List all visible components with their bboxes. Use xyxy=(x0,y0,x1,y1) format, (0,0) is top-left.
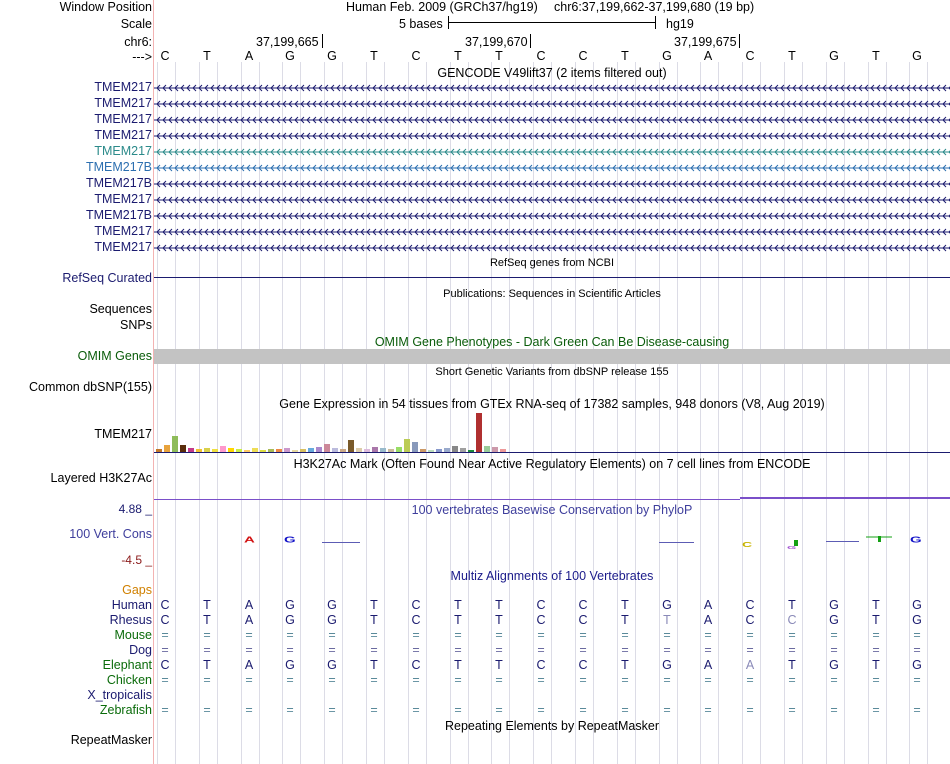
alignment-base: T xyxy=(495,658,503,672)
phylop-max-label: 4.88 _ xyxy=(118,502,152,516)
phylop-track-label[interactable]: 100 Vert. Cons xyxy=(69,527,152,541)
omim-track-label[interactable]: OMIM Genes xyxy=(77,349,152,363)
alignment-base: = xyxy=(370,628,378,642)
gencode-item-label[interactable]: TMEM217 xyxy=(94,112,152,126)
gencode-item-label[interactable]: TMEM217 xyxy=(94,224,152,238)
gencode-item-label[interactable]: TMEM217B xyxy=(86,176,152,190)
species-label[interactable]: Zebrafish xyxy=(99,703,152,717)
alignment-base: = xyxy=(412,673,420,687)
h3k27ac-track-label[interactable]: Layered H3K27Ac xyxy=(50,471,152,485)
alignment-base: = xyxy=(830,628,838,642)
ruler-tick-label: 37,199,670 xyxy=(465,35,528,49)
phylop-logo[interactable] xyxy=(154,528,950,558)
alignment-base: C xyxy=(160,658,170,672)
alignment-base: T xyxy=(454,658,462,672)
gencode-gene-line[interactable] xyxy=(154,242,950,254)
alignment-base: = xyxy=(537,703,545,717)
alignment-base: T xyxy=(370,613,378,627)
gencode-gene-line[interactable] xyxy=(154,130,950,142)
alignment-base: T xyxy=(495,598,503,612)
gencode-gene-line[interactable] xyxy=(154,194,950,206)
alignment-base: = xyxy=(704,643,712,657)
alignment-base: = xyxy=(788,643,796,657)
alignment-base: A xyxy=(703,658,713,672)
reference-base: T xyxy=(621,49,629,63)
gencode-gene-line[interactable] xyxy=(154,162,950,174)
alignment-base: A xyxy=(703,598,713,612)
alignment-base: C xyxy=(536,613,546,627)
alignment-base: = xyxy=(872,643,880,657)
alignment-base: G xyxy=(829,613,839,627)
scale-text: 5 bases xyxy=(399,17,443,31)
gtex-track-label[interactable]: TMEM217 xyxy=(94,427,152,441)
alignment-base: = xyxy=(913,628,921,642)
alignment-base: C xyxy=(160,613,170,627)
alignment-base: C xyxy=(160,598,170,612)
gencode-item-label[interactable]: TMEM217 xyxy=(94,192,152,206)
scale-bar-right-cap xyxy=(655,16,656,29)
alignment-base: = xyxy=(495,643,503,657)
reference-base: G xyxy=(662,49,672,63)
alignment-base: = xyxy=(161,643,169,657)
alignment-base: = xyxy=(788,673,796,687)
repeatmasker-track-label[interactable]: RepeatMasker xyxy=(70,733,152,747)
gencode-track-title: GENCODE V49lift37 (2 items filtered out) xyxy=(437,66,667,80)
alignment-base: T xyxy=(872,598,880,612)
alignment-base: = xyxy=(203,643,211,657)
alignment-base: = xyxy=(454,628,462,642)
alignment-base: G xyxy=(285,598,295,612)
alignment-base: = xyxy=(454,673,462,687)
reference-base: G xyxy=(912,49,922,63)
alignment-base: T xyxy=(872,658,880,672)
multiz-track-title: Multiz Alignments of 100 Vertebrates xyxy=(450,569,654,583)
alignment-base: = xyxy=(579,703,587,717)
alignment-base: = xyxy=(788,703,796,717)
reference-base: T xyxy=(454,49,462,63)
alignment-base: = xyxy=(579,643,587,657)
alignment-base: = xyxy=(161,673,169,687)
alignment-base: = xyxy=(621,703,629,717)
alignment-base: = xyxy=(286,673,294,687)
reference-base: C xyxy=(745,49,755,63)
refseq-track-label[interactable]: RefSeq Curated xyxy=(62,271,152,285)
alignment-base: G xyxy=(327,613,337,627)
alignment-base: = xyxy=(746,643,754,657)
alignment-base: C xyxy=(536,598,546,612)
gencode-gene-line[interactable] xyxy=(154,210,950,222)
reference-base: T xyxy=(495,49,503,63)
gencode-item-label[interactable]: TMEM217 xyxy=(94,240,152,254)
alignment-base: = xyxy=(872,628,880,642)
gtex-expression-bars[interactable] xyxy=(154,411,554,453)
alignment-base: = xyxy=(830,673,838,687)
gaps-label: Gaps xyxy=(122,583,152,597)
alignment-base: = xyxy=(495,628,503,642)
alignment-base: = xyxy=(245,643,253,657)
alignment-base: = xyxy=(537,628,545,642)
alignment-base: C xyxy=(536,658,546,672)
alignment-base: A xyxy=(703,613,713,627)
alignment-base: = xyxy=(412,628,420,642)
alignment-base: A xyxy=(244,658,254,672)
alignment-base: T xyxy=(203,658,211,672)
gtex-tissue-bar[interactable] xyxy=(404,439,410,453)
alignment-base: A xyxy=(244,613,254,627)
alignment-base: = xyxy=(663,673,671,687)
alignment-base: = xyxy=(663,643,671,657)
gtex-tissue-bar[interactable] xyxy=(476,413,482,453)
svg-text:A: A xyxy=(244,534,255,545)
alignment-base: T xyxy=(370,598,378,612)
alignment-base: T xyxy=(872,613,880,627)
chrom-label: chr6: xyxy=(124,35,152,49)
alignment-base: = xyxy=(704,628,712,642)
species-label[interactable]: Human xyxy=(111,598,152,612)
alignment-base: = xyxy=(495,703,503,717)
omim-track-title: OMIM Gene Phenotypes - Dark Green Can Be Disease-causing xyxy=(374,335,730,349)
alignment-base: = xyxy=(370,673,378,687)
omim-gene-bar[interactable] xyxy=(154,349,950,364)
alignment-base: T xyxy=(788,658,796,672)
alignment-base: = xyxy=(370,703,378,717)
reference-base: C xyxy=(160,49,170,63)
gtex-tissue-bar[interactable] xyxy=(172,436,178,453)
gencode-gene-line[interactable] xyxy=(154,146,950,158)
alignment-base: G xyxy=(285,658,295,672)
alignment-base: T xyxy=(788,598,796,612)
scale-bar xyxy=(448,22,656,23)
reference-base: T xyxy=(872,49,880,63)
gencode-gene-line[interactable] xyxy=(154,114,950,126)
alignment-base: = xyxy=(704,673,712,687)
alignment-base: T xyxy=(370,658,378,672)
alignment-base: = xyxy=(495,673,503,687)
alignment-base: = xyxy=(913,673,921,687)
publications-track-title: Publications: Sequences in Scientific Articles xyxy=(443,288,661,300)
assembly-title: Human Feb. 2009 (GRCh37/hg19) xyxy=(346,0,538,14)
alignment-base: T xyxy=(203,613,211,627)
reference-base: T xyxy=(370,49,378,63)
alignment-base: C xyxy=(578,598,588,612)
reference-base: T xyxy=(788,49,796,63)
alignment-base: = xyxy=(746,673,754,687)
alignment-base: = xyxy=(245,673,253,687)
h3k27ac-signal-line-raised[interactable] xyxy=(740,497,950,499)
svg-text:G: G xyxy=(284,534,296,545)
alignment-base: = xyxy=(203,628,211,642)
species-label[interactable]: Mouse xyxy=(114,628,152,642)
alignment-base: G xyxy=(662,598,672,612)
alignment-base: = xyxy=(161,628,169,642)
h3k27ac-signal-line[interactable] xyxy=(154,499,740,500)
alignment-base: = xyxy=(328,673,336,687)
alignment-base: G xyxy=(662,658,672,672)
alignment-base: = xyxy=(537,673,545,687)
alignment-base: = xyxy=(621,643,629,657)
alignment-base: = xyxy=(704,703,712,717)
snps-track-label[interactable]: SNPs xyxy=(120,318,152,332)
phylop-track-title: 100 vertebrates Basewise Conservation by PhyloP xyxy=(411,503,693,517)
alignment-base: G xyxy=(829,658,839,672)
alignment-base: = xyxy=(286,643,294,657)
gencode-item-label[interactable]: TMEM217B xyxy=(86,208,152,222)
assembly-short-label: hg19 xyxy=(666,17,694,31)
svg-text:C: C xyxy=(742,541,753,549)
alignment-base: = xyxy=(245,703,253,717)
strand-arrow-label: ---> xyxy=(132,50,152,64)
alignment-base: = xyxy=(412,643,420,657)
alignment-base: G xyxy=(912,658,922,672)
ruler-tick-label: 37,199,665 xyxy=(256,35,319,49)
alignment-base: = xyxy=(788,628,796,642)
ruler-tick xyxy=(739,34,740,48)
window-position-label: Window Position xyxy=(59,0,152,14)
alignment-base: G xyxy=(829,598,839,612)
alignment-base: G xyxy=(327,658,337,672)
alignment-base: = xyxy=(537,643,545,657)
gencode-gene-line[interactable] xyxy=(154,98,950,110)
alignment-base: T xyxy=(621,598,629,612)
alignment-base: T xyxy=(454,598,462,612)
svg-text:G: G xyxy=(909,534,922,545)
alignment-base: = xyxy=(328,703,336,717)
alignment-base: = xyxy=(830,643,838,657)
reference-base: A xyxy=(703,49,713,63)
ruler-tick xyxy=(322,34,323,48)
alignment-base: T xyxy=(454,613,462,627)
alignment-base: = xyxy=(872,673,880,687)
alignment-base: C xyxy=(745,598,755,612)
ruler-tick-label: 37,199,675 xyxy=(674,35,737,49)
alignment-base: C xyxy=(411,598,421,612)
species-label[interactable]: Dog xyxy=(129,643,152,657)
alignment-base: = xyxy=(245,628,253,642)
alignment-base: A xyxy=(244,598,254,612)
position-text: chr6:37,199,662-37,199,680 (19 bp) xyxy=(554,0,755,14)
alignment-base: = xyxy=(203,703,211,717)
reference-base: G xyxy=(285,49,295,63)
gencode-item-label[interactable]: TMEM217 xyxy=(94,80,152,94)
alignment-base: A xyxy=(745,658,755,672)
species-label[interactable]: X_tropicalis xyxy=(87,688,152,702)
reference-base: T xyxy=(203,49,211,63)
reference-base: C xyxy=(578,49,588,63)
alignment-base: = xyxy=(579,628,587,642)
gencode-item-label[interactable]: TMEM217 xyxy=(94,96,152,110)
gencode-item-label[interactable]: TMEM217 xyxy=(94,144,152,158)
repeatmasker-track-title: Repeating Elements by RepeatMasker xyxy=(444,719,659,733)
scale-label: Scale xyxy=(120,17,152,31)
alignment-base: = xyxy=(370,643,378,657)
reference-base: G xyxy=(327,49,337,63)
alignment-base: = xyxy=(663,628,671,642)
refseq-track-title: RefSeq genes from NCBI xyxy=(489,257,615,269)
alignment-base: = xyxy=(412,703,420,717)
dbsnp-track-label[interactable]: Common dbSNP(155) xyxy=(29,380,152,394)
gencode-item-label[interactable]: TMEM217 xyxy=(94,128,152,142)
alignment-base: T xyxy=(663,613,671,627)
alignment-base: = xyxy=(203,673,211,687)
alignment-base: = xyxy=(746,703,754,717)
gencode-gene-line[interactable] xyxy=(154,82,950,94)
alignment-base: T xyxy=(203,598,211,612)
alignment-base: G xyxy=(285,613,295,627)
alignment-base: C xyxy=(411,613,421,627)
svg-text:G: G xyxy=(787,544,797,550)
alignment-base: C xyxy=(578,658,588,672)
alignment-base: G xyxy=(912,598,922,612)
alignment-base: = xyxy=(286,703,294,717)
gencode-gene-line[interactable] xyxy=(154,226,950,238)
reference-base: G xyxy=(829,49,839,63)
h3k27ac-track-title: H3K27Ac Mark (Often Found Near Active Regulatory Elements) on 7 cell lines from ENCODE xyxy=(293,457,811,471)
species-label[interactable]: Rhesus xyxy=(109,613,152,627)
alignment-base: = xyxy=(328,643,336,657)
alignment-base: = xyxy=(913,643,921,657)
alignment-base: = xyxy=(454,703,462,717)
alignment-base: = xyxy=(161,703,169,717)
gtex-baseline xyxy=(154,452,950,453)
sequences-track-label[interactable]: Sequences xyxy=(89,302,152,316)
alignment-base: = xyxy=(621,673,629,687)
alignment-base: T xyxy=(495,613,503,627)
species-label[interactable]: Chicken xyxy=(106,673,152,687)
alignment-base: T xyxy=(621,658,629,672)
reference-base: C xyxy=(411,49,421,63)
ruler-tick xyxy=(530,34,531,48)
alignment-base: = xyxy=(454,643,462,657)
alignment-base: = xyxy=(830,703,838,717)
track-label-column xyxy=(0,0,153,764)
alignment-base: = xyxy=(579,673,587,687)
reference-base: A xyxy=(244,49,254,63)
alignment-base: G xyxy=(327,598,337,612)
refseq-gene-line[interactable] xyxy=(154,277,950,278)
alignment-base: = xyxy=(328,628,336,642)
alignment-base: C xyxy=(745,613,755,627)
phylop-min-label: -4.5 _ xyxy=(121,553,152,567)
alignment-base: C xyxy=(411,658,421,672)
alignment-base: G xyxy=(912,613,922,627)
alignment-base: = xyxy=(621,628,629,642)
reference-base: C xyxy=(536,49,546,63)
alignment-base: T xyxy=(621,613,629,627)
alignment-base: = xyxy=(663,703,671,717)
gencode-gene-line[interactable] xyxy=(154,178,950,190)
alignment-base: = xyxy=(286,628,294,642)
alignment-base: C xyxy=(787,613,797,627)
alignment-base: = xyxy=(872,703,880,717)
gencode-item-label[interactable]: TMEM217B xyxy=(86,160,152,174)
browser-image-area[interactable] xyxy=(154,0,950,764)
alignment-base: = xyxy=(746,628,754,642)
species-label[interactable]: Elephant xyxy=(102,658,152,672)
dbsnp-track-title: Short Genetic Variants from dbSNP release 155 xyxy=(435,366,669,378)
alignment-base: = xyxy=(913,703,921,717)
alignment-base: C xyxy=(578,613,588,627)
gtex-track-title: Gene Expression in 54 tissues from GTEx RNA-seq of 17382 samples, 948 donors (V8, Aug 2019) xyxy=(279,397,825,411)
